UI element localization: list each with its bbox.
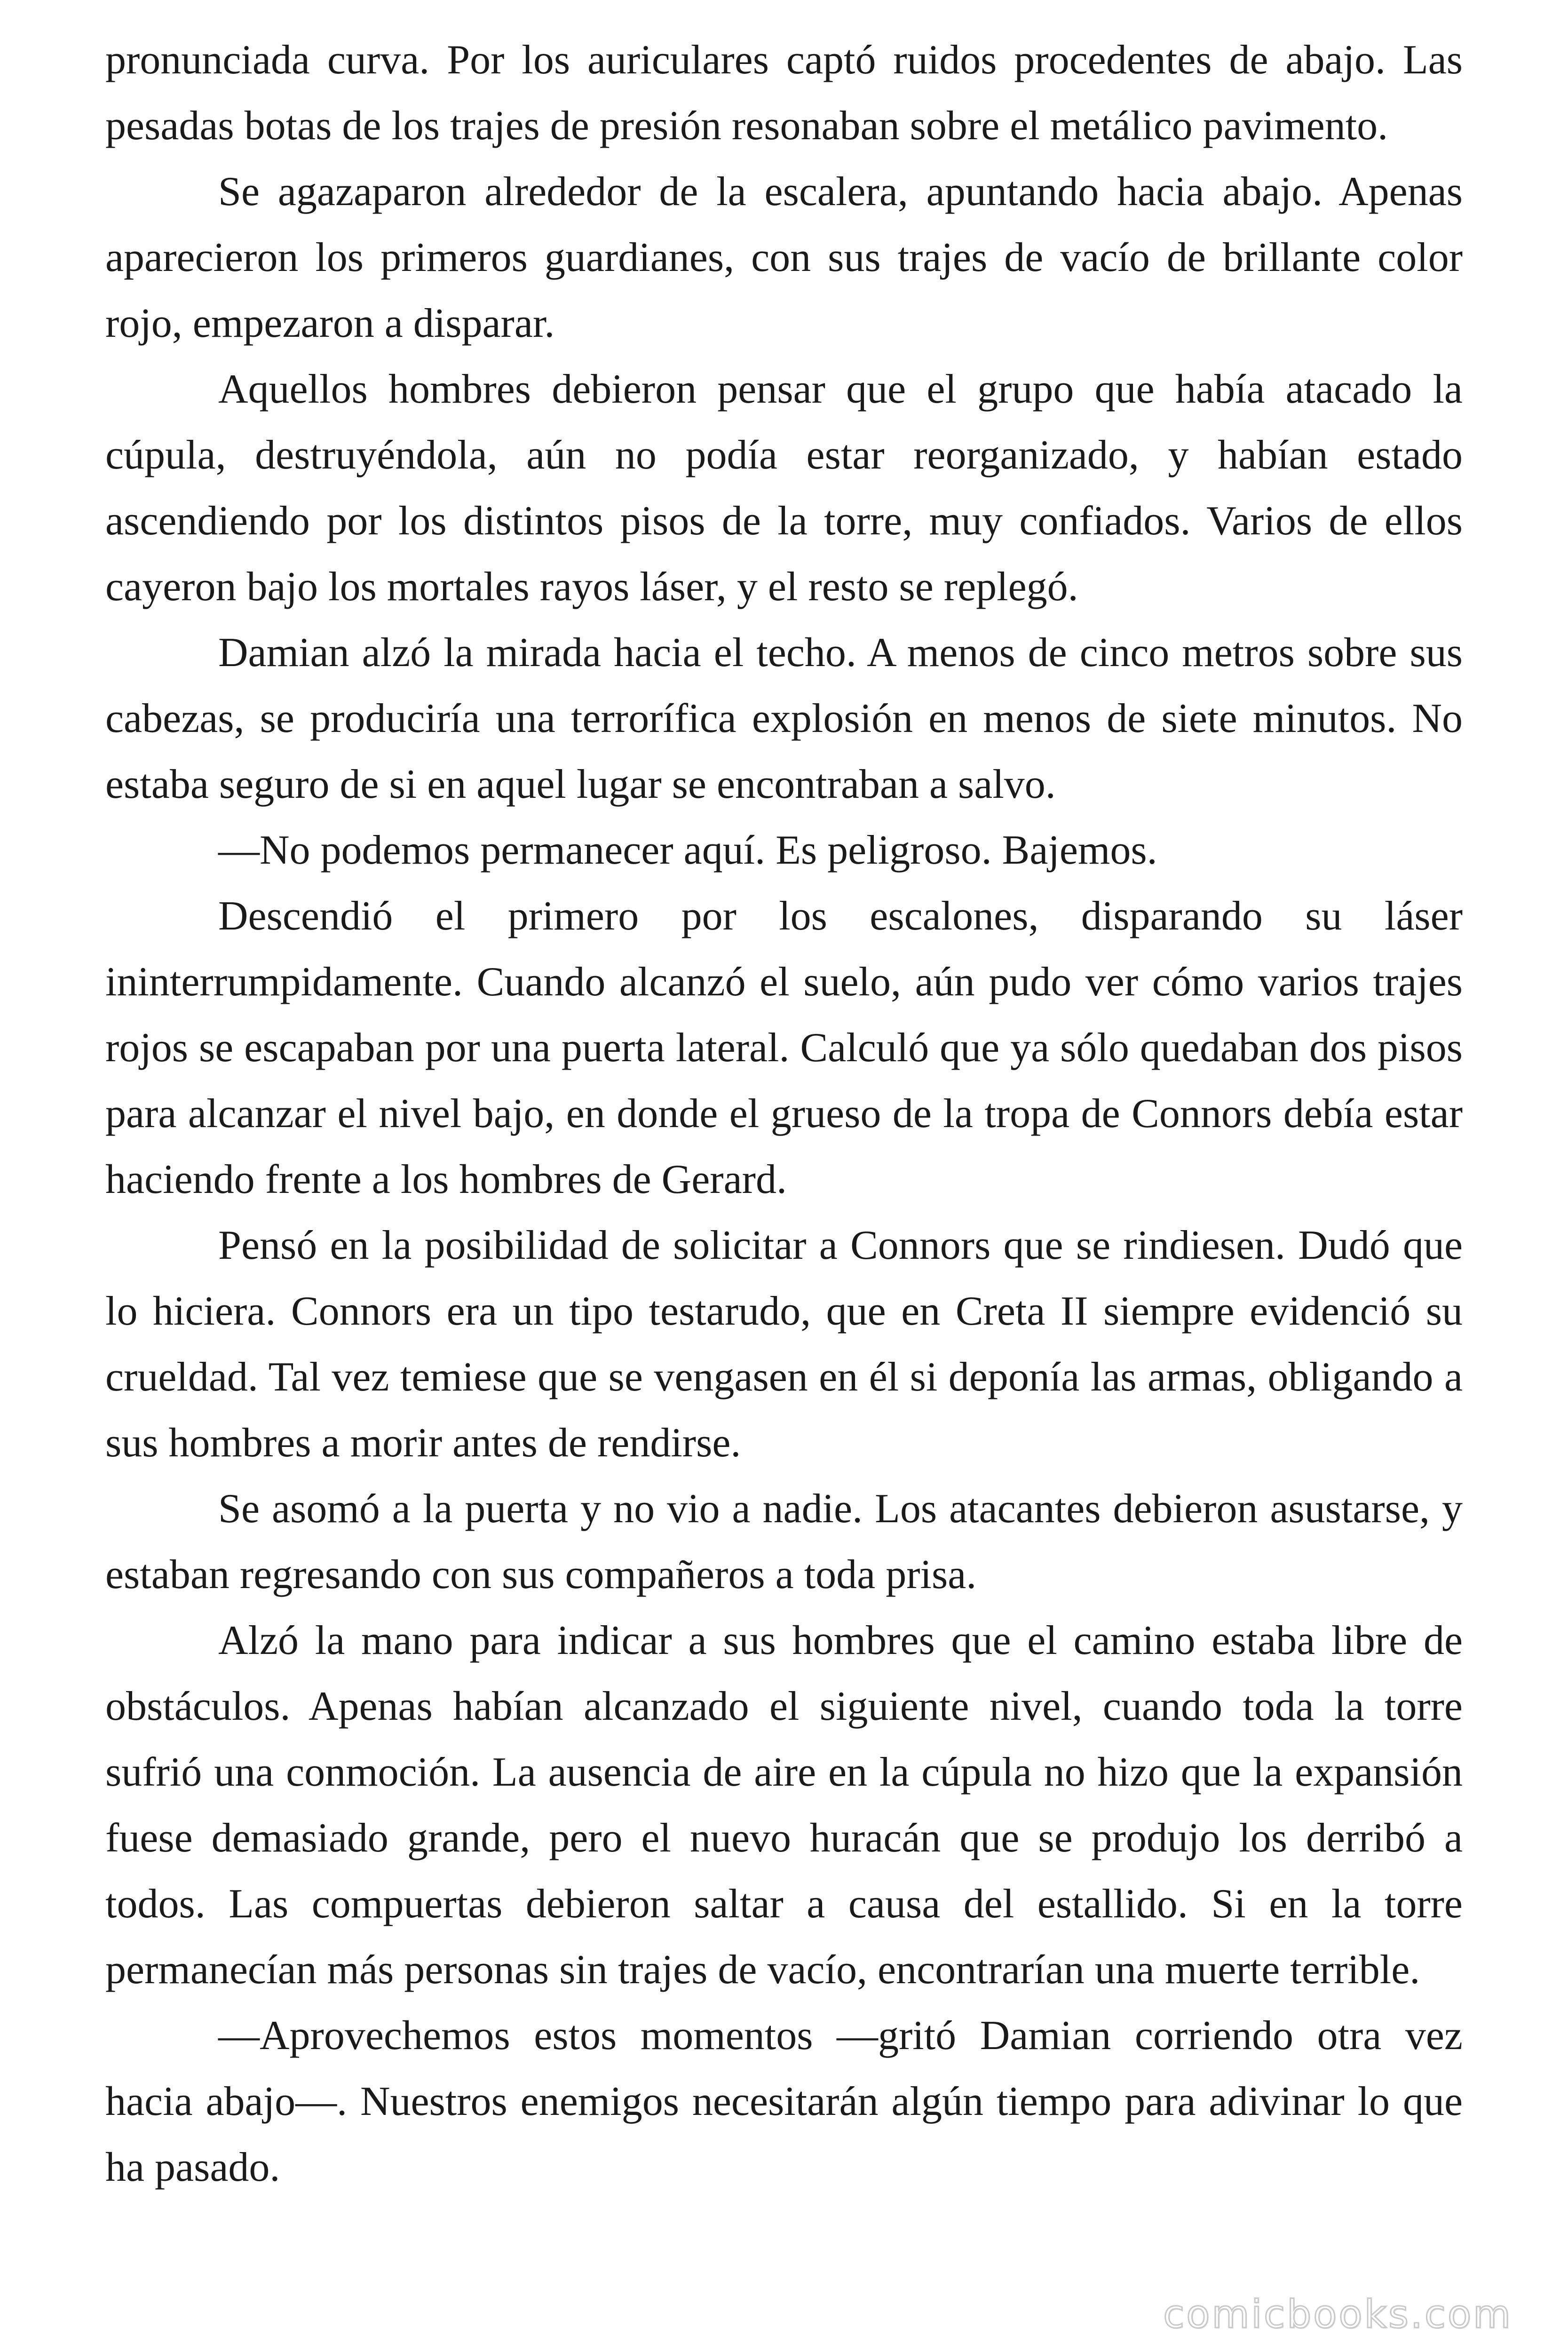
paragraph: Pensó en la posibilidad de solicitar a Connors que se rindiesen. Dudó que lo hiciera. Connors era un tipo testarudo, que en Creta II siempre evidenció su crueldad. Tal vez temiese que se vengasen en él si deponía las armas, obligando a sus hombres a morir antes de rendirse. [105, 1223, 1463, 1466]
paragraph: Aquellos hombres debieron pensar que el grupo que había atacado la cúpula, destruyéndola, aún no podía estar reorganizado, y habían estado ascendiendo por los distintos pisos de la torre, muy confiados. Varios de ellos cayeron bajo los mortales rayos láser, y el resto se replegó. [105, 366, 1463, 610]
paragraph-dialogue: —Aprovechemos estos momentos —gritó Damian corriendo otra vez hacia abajo—. Nuestros enemigos necesitarán algún tiempo para adivinar lo que ha pasado. [105, 2013, 1463, 2190]
paragraph: Damian alzó la mirada hacia el techo. A menos de cinco metros sobre sus cabezas, se produciría una terrorífica explosión en menos de siete minutos. No estaba seguro de si en aquel lugar se encontraban a salvo. [105, 630, 1463, 807]
paragraph: Descendió el primero por los escalones, disparando su láser ininterrumpidamente. Cuando alcanzó el suelo, aún pudo ver cómo varios trajes rojos se escapaban por una puerta lateral. Calculó que ya sólo quedaban dos pisos para alcanzar el nivel bajo, en donde el grueso de la tropa de Connors debía estar haciendo frente a los hombres de Gerard. [105, 893, 1463, 1202]
watermark: comicbooks.com [1163, 2292, 1513, 2337]
paragraph-dialogue: —No podemos permanecer aquí. Es peligroso. Bajemos. [218, 827, 1157, 873]
paragraph: Se agazaparon alrededor de la escalera, apuntando hacia abajo. Apenas aparecieron los primeros guardianes, con sus trajes de vacío de brillante color rojo, empezaron a disparar. [105, 169, 1463, 346]
paragraph: Se asomó a la puerta y no vio a nadie. Los atacantes debieron asustarse, y estaban regresando con sus compañeros a toda prisa. [105, 1486, 1463, 1597]
page-body [105, 27, 1463, 2201]
paragraph-continuation: pronunciada curva. Por los auriculares captó ruidos procedentes de abajo. Las pesadas botas de los trajes de presión resonaban sobre el metálico pavimento. [105, 37, 1463, 149]
paragraph: Alzó la mano para indicar a sus hombres que el camino estaba libre de obstáculos. Apenas habían alcanzado el siguiente nivel, cuando toda la torre sufrió una conmoción. La ausencia de aire en la cúpula no hizo que la expansión fuese demasiado grande, pero el nuevo huracán que se produjo los derribó a todos. Las compuertas debieron saltar a causa del estallido. Si en la torre permanecían más personas sin trajes de vacío, encontrarían una muerte terrible. [105, 1618, 1463, 1993]
